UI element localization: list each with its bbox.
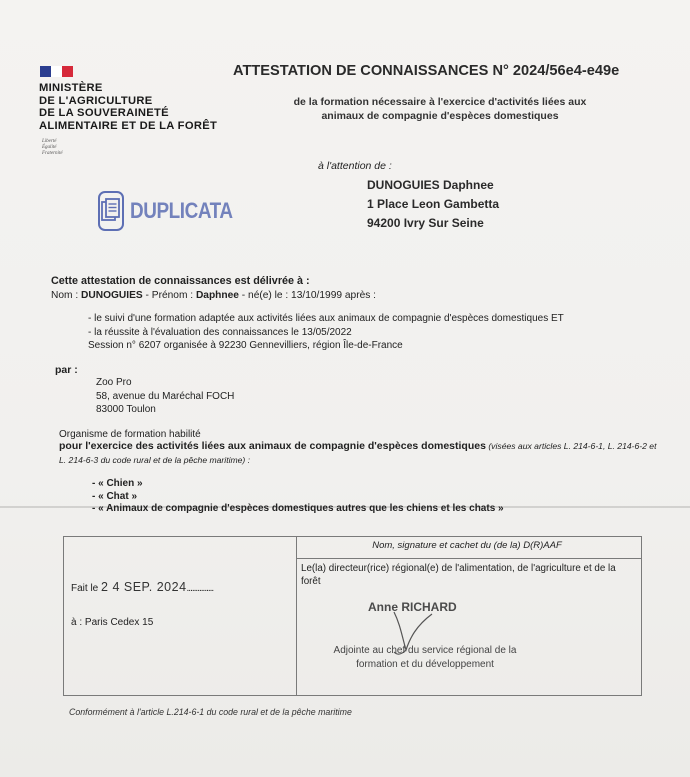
ministry-line: MINISTÈRE [39, 82, 103, 94]
activities-main: pour l'exercice des activités liées aux animaux de compagnie d'espèces domestiques [59, 440, 486, 452]
republic-motto [42, 139, 63, 157]
training-organization [96, 376, 234, 417]
org-city: 83000 Toulon [96, 404, 156, 415]
conditions-list [88, 312, 564, 353]
duplicata-stamp [98, 187, 246, 235]
species-item: - « Chien » [92, 478, 143, 489]
dotted-line: ............... [186, 583, 214, 594]
republic-flag-icon [40, 66, 73, 77]
org-address: 58, avenue du Maréchal FOCH [96, 390, 235, 402]
document-title: ATTESTATION DE CONNAISSANCES N° 2024/56e4-e49e [233, 63, 620, 79]
recipient-city: 94200 Ivry Sur Seine [367, 216, 484, 230]
table-border-bottom [63, 695, 642, 696]
signature-header: Nom, signature et cachet du (de la) D(R)AAF [372, 540, 562, 551]
birth-date: - né(e) le : 13/10/1999 après : [238, 290, 377, 301]
flag-white [51, 66, 62, 77]
species-item: - « Animaux de compagnie d'espèces domestiques autres que les chiens et les chats » [92, 503, 504, 514]
recipient-street: 1 Place Leon Gambetta [367, 197, 500, 211]
ministry-name [39, 82, 239, 132]
signature-table [63, 536, 642, 696]
table-border-middle [296, 536, 297, 696]
legal-footer: Conformément à l'article L.214-6-1 du code rural et de la pêche maritime [69, 707, 352, 717]
delivered-to-label: Cette attestation de connaissances est délivrée à : [51, 275, 310, 287]
issue-place: à : Paris Cedex 15 [71, 617, 154, 628]
subtitle-line: animaux de compagnie d'espèces domestiques [321, 110, 559, 122]
recipient-address [367, 176, 499, 233]
signer-role-line: formation et du développement [356, 659, 494, 670]
director-title: Le(la) directeur(rice) régional(e) de l'alimentation, de l'agriculture et de la forêt [301, 563, 616, 587]
table-border-left [63, 536, 64, 696]
activities-legal-ref: (visées aux articles L. 214-6-1, L. 214-6-2 et L. 214-6-3 du code rural et de la pêche maritime) : [59, 441, 657, 465]
holder-identity [51, 290, 376, 301]
prenom-label: - Prénom : [142, 290, 196, 301]
motto-line: Égalité [42, 145, 57, 150]
species-list [92, 478, 504, 516]
document-subtitle [240, 95, 640, 123]
signer-name: Anne RICHARD [368, 600, 457, 614]
ministry-line: ALIMENTAIRE ET DE LA FORÊT [39, 119, 218, 132]
habilitation-label: Organisme de formation habilité [59, 429, 201, 440]
ministry-line: DE L'AGRICULTURE [39, 94, 153, 107]
condition-item: - la réussite à l'évaluation des connaissances le 13/05/2022 [88, 326, 352, 338]
condition-item: - le suivi d'une formation adaptée aux activités liées aux animaux de compagnie d'espèces domestiques ET [88, 313, 564, 324]
holder-first-name: Daphnee [195, 290, 239, 301]
org-name: Zoo Pro [96, 377, 132, 388]
signer-role [310, 644, 540, 672]
subtitle-line: de la formation nécessaire à l'exercice d'activités liées aux [293, 96, 587, 108]
document-copy-icon [98, 191, 124, 231]
issue-date [71, 580, 213, 594]
attention-label: à l'attention de : [318, 160, 392, 172]
holder-last-name: DUNOGUIES [81, 290, 143, 301]
fait-label: Fait le [71, 583, 102, 594]
session-info: Session n° 6207 organisée à 92230 Gennevilliers, région Île-de-France [88, 340, 403, 351]
date-stamp: 2 4 SEP. 2024 [101, 580, 187, 594]
species-item: - « Chat » [92, 490, 138, 502]
ministry-line: DE LA SOUVERAINETÉ [39, 107, 169, 120]
flag-red [62, 66, 73, 77]
motto-line: Liberté [42, 139, 57, 144]
table-border-header [296, 558, 642, 559]
par-label: par : [55, 364, 78, 376]
activities-statement [59, 440, 659, 467]
recipient-name: DUNOGUIES Daphnee [367, 178, 494, 192]
signer-role-line: Adjointe au chef du service régional de la [333, 645, 517, 656]
motto-line: Fraternité [42, 151, 63, 156]
flag-blue [40, 66, 51, 77]
nom-label: Nom : [51, 290, 82, 301]
duplicata-text: DUPLICATA [130, 198, 233, 223]
table-border-top [63, 536, 642, 537]
table-border-right [641, 536, 642, 696]
